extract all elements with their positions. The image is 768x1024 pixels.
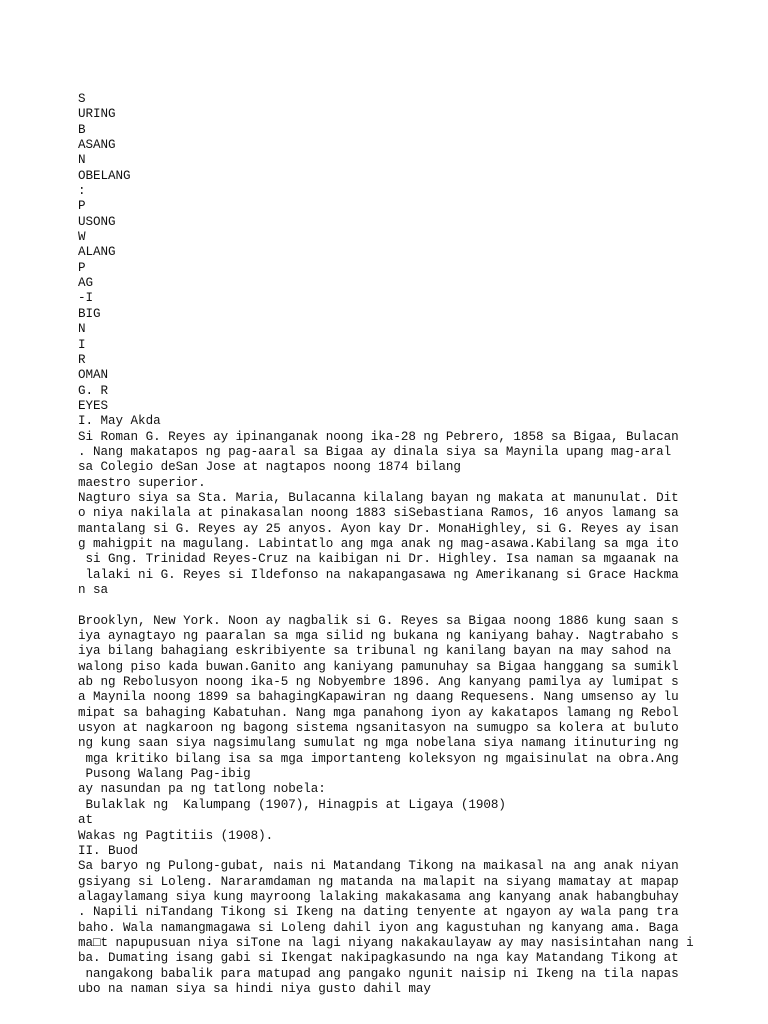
text-line: mga kritiko bilang isa sa mga importanteng koleksyon ng mgaisinulat na obra.Ang: [78, 751, 679, 766]
text-line: walong piso kada buwan.Ganito ang kaniyang pamunuhay sa Bigaa hanggang sa sumikl: [78, 659, 679, 674]
text-line: gsiyang si Loleng. Nararamdaman ng matanda na malapit na siyang mamatay at mapap: [78, 874, 679, 889]
text-line: [78, 598, 758, 613]
text-line: ubo na naman siya sa hindi niya gusto dahil may: [78, 981, 431, 996]
text-line: URING: [78, 107, 116, 122]
text-line: iya aynagtayo ng paaralan sa mga silid ng bukana ng kaniyang bahay. Nagtrabaho s: [78, 629, 679, 644]
text-line: lalaki ni G. Reyes si Ildefonso na nakapangasawa ng Amerikanang si Grace Hackma: [78, 567, 679, 582]
text-line: iya bilang bahagiang eskribiyente sa tribunal ng kanilang bayan na may sahod na: [78, 644, 672, 659]
text-line: BIG: [78, 306, 101, 321]
text-line: Pusong Walang Pag-ibig: [78, 767, 251, 782]
text-line: OMAN: [78, 368, 109, 383]
text-line: Brooklyn, New York. Noon ay nagbalik si G. Reyes sa Bigaa noong 1886 kung saan s: [78, 613, 679, 628]
text-line: a Maynila noong 1899 sa bahagingKapawiran ng daang Requesens. Nang umsenso ay lu: [78, 690, 679, 705]
text-line: at: [78, 813, 94, 828]
text-line: Wakas ng Pagtitiis (1908).: [78, 828, 274, 843]
text-line: mipat sa bahaging Kabatuhan. Nang mga panahong iyon ay kakatapos lamang ng Rebol: [78, 705, 679, 720]
text-line: ALANG: [78, 245, 116, 260]
text-line: R: [78, 352, 86, 367]
text-line: mantalang si G. Reyes ay 25 anyos. Ayon kay Dr. MonaHighley, si G. Reyes ay isan: [78, 521, 679, 536]
text-line: g mahigpit na magulang. Labintatlo ang mga anak ng mag-asawa.Kabilang sa mga ito: [78, 536, 679, 551]
text-line: P: [78, 260, 86, 275]
text-line: n sa: [78, 583, 109, 597]
text-line: Bulaklak ng Kalumpang (1907), Hinagpis at Ligaya (1908): [78, 797, 506, 812]
text-line: OBELANG: [78, 168, 131, 183]
text-line: AG: [78, 276, 94, 291]
text-line: S: [78, 92, 86, 106]
text-line: USONG: [78, 214, 116, 229]
text-line: II. Buod: [78, 843, 139, 858]
text-line: maestro superior.: [78, 475, 206, 490]
text-line: N: [78, 153, 86, 168]
text-line: ay nasundan pa ng tatlong nobela:: [78, 782, 326, 797]
text-line: P: [78, 199, 86, 214]
text-line: I: [78, 337, 86, 352]
text-line: B: [78, 122, 86, 137]
text-line: . Napili niTandang Tikong si Ikeng na dating tenyente at ngayon ay wala pang tra: [78, 905, 679, 920]
text-line: N: [78, 322, 86, 337]
text-line: G. R: [78, 383, 109, 398]
text-line: -I: [78, 291, 94, 306]
text-line: ab ng Rebolusyon noong ika-5 ng Nobyembre 1896. Ang kanyang pamilya ay lumipat s: [78, 675, 679, 690]
text-line: :: [78, 184, 86, 199]
text-line: baho. Wala namangmagawa si Loleng dahil iyon ang kagustuhan ng kanyang ama. Baga: [78, 920, 679, 935]
text-line: ba. Dumating isang gabi si Ikengat nakipagkasundo na nga kay Matandang Tikong at: [78, 951, 679, 966]
text-line: si Gng. Trinidad Reyes-Cruz na kaibigan ni Dr. Highley. Isa naman sa mgaanak na: [78, 552, 679, 567]
text-line: Sa baryo ng Pulong-gubat, nais ni Matandang Tikong na maikasal na ang anak niyan: [78, 859, 679, 874]
text-line: nangakong babalik para matupad ang pangako ngunit naisip ni Ikeng na tila napas: [78, 966, 679, 981]
text-line: EYES: [78, 398, 109, 413]
text-line: sa Colegio deSan Jose at nagtapos noong 1874 bilang: [78, 460, 461, 475]
text-line: alagaylamang siya kung mayroong lalaking makakasama ang kanyang anak habangbuhay: [78, 889, 679, 904]
text-line: usyon at nagkaroon ng bagong sistema ngsanitasyon na sumugpo sa kolera at buluto: [78, 721, 679, 736]
text-line: ng kung saan siya nagsimulang sumulat ng mga nobelana siya namang itinuturing ng: [78, 736, 679, 751]
text-line: I. May Akda: [78, 414, 161, 429]
text-line: . Nang makatapos ng pag-aaral sa Bigaa ay dinala siya sa Maynila upang mag-aral: [78, 444, 672, 459]
text-line: W: [78, 230, 86, 245]
text-line: o niya nakilala at pinakasalan noong 1883 siSebastiana Ramos, 16 anyos lamang sa: [78, 506, 679, 521]
text-line: Nagturo siya sa Sta. Maria, Bulacanna kilalang bayan ng makata at manunulat. Dit: [78, 490, 679, 505]
text-line: ASANG: [78, 138, 116, 153]
document-text: [78, 92, 758, 997]
text-line: Si Roman G. Reyes ay ipinanganak noong ika-28 ng Pebrero, 1858 sa Bigaa, Bulacan: [78, 429, 679, 444]
text-line: ma□t napupusuan niya siTone na lagi niyang nakakaulayaw ay may nasisintahan nang i: [78, 935, 694, 950]
